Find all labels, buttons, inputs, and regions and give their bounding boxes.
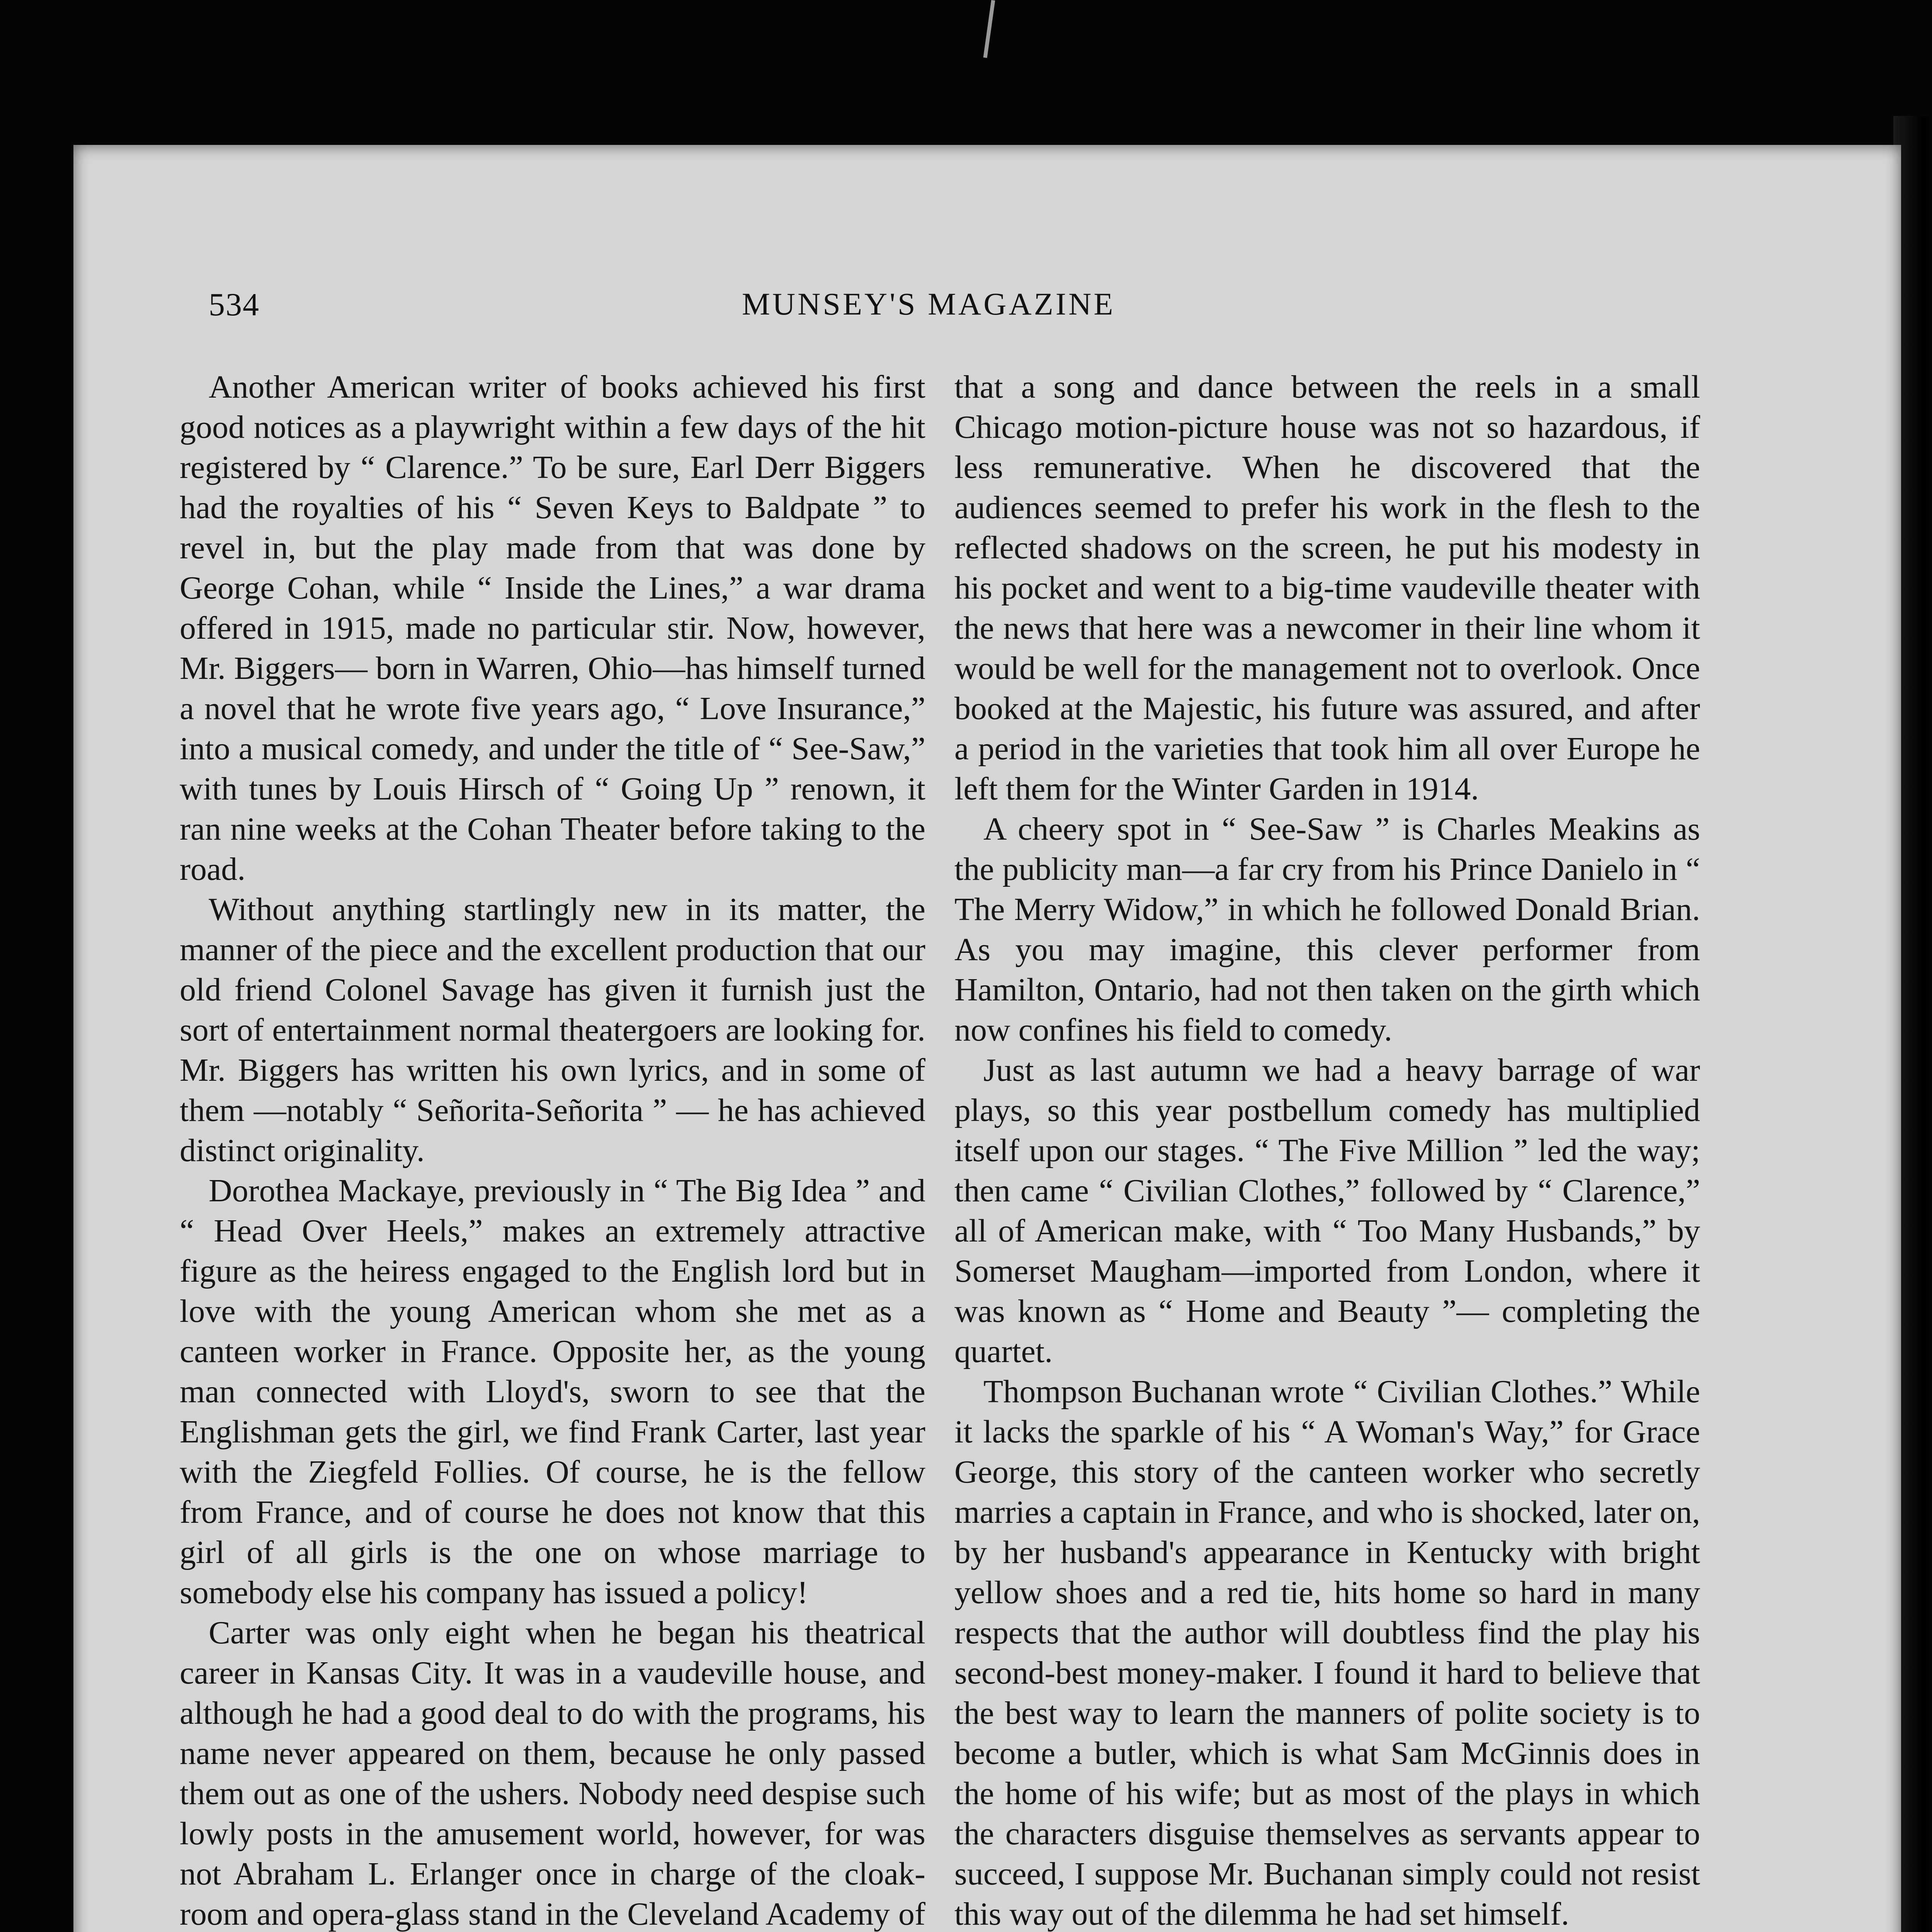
page-header — [209, 286, 1833, 332]
paragraph: A cheery spot in “ See-Saw ” is Charles Meakins as the publicity man—a far cry from his Prince Danielo in “ The Merry Widow,” in which he followed Donald Brian. As you may imagine, this clever performer from Hamilton, Ontario, had not then taken on the girth which now confines his field to comedy. — [954, 811, 1700, 1048]
paragraph: Carter was only eight when he began his theatrical career in Kansas City. It was in a vaudeville house, and although he had a good deal to do with the programs, his name never appeared on them, because he only passed them out as one of the ushers. Nobody need despise such lowly posts in the amusement world, however, for was not Abraham L. Erlanger once in charge of the cloak-room and opera-glass stand in the Cleveland Academy of — [180, 1615, 925, 1932]
paragraph: Without anything startlingly new in its matter, the manner of the piece and the excellent production that our old friend Colonel Savage has given it furnish just the sort of entertainment normal theatergoers are looking for. Mr. Biggers has written his own lyrics, and in some of them —notably “ Señorita-Señorita ” — he has achieved distinct originality. — [180, 891, 925, 1168]
paragraph: Another American writer of books achieved his first good notices as a playwright within a few days of the hit registered by “ Clarence.” To be sure, Earl Derr Biggers had the royalties of his “ Seven Keys to Baldpate ” to revel in, but the play made from that was done by George Cohan, while “ Inside the Lines,” a war drama offered in 1915, made no particular stir. Now, however, Mr. Biggers— born in Warren, Ohio—has himself turned a novel that he wrote five years ago, “ Love Insurance,” into a musical comedy, and under the title of “ See-Saw,” with tunes by Louis Hirsch of “ Going Up ” renown, it ran nine weeks at the Cohan Theater before taking to the road. — [180, 369, 925, 887]
film-scratch — [983, 0, 995, 58]
paragraph: that a song and dance between the reels in a small Chicago motion-picture house was not so hazardous, if less remunerative. When he discovered that the audiences seemed to prefer his work in the flesh to the reflected shadows on the screen, he put his modesty in his pocket and went to a big-time vaudeville theater with the news that here was a newcomer in their line whom it would be well for the management not to overlook. Once booked at the Majestic, his future was assured, and after a period in the varieties that took him all over Europe he left them for the Winter Garden in 1914. — [954, 369, 1700, 807]
page-number: 534 — [209, 287, 260, 323]
right-column — [954, 367, 1700, 1932]
paragraph: Thompson Buchanan wrote “ Civilian Clothes.” While it lacks the sparkle of his “ A Woman's Way,” for Grace George, this story of the canteen worker who secretly marries a captain in France, and who is shocked, later on, by her husband's appearance in Kentucky with bright yellow shoes and a red tie, hits home so hard in many respects that the author will doubtless find the play his second-best money-maker. I found it hard to believe that the best way to learn the manners of polite society is to become a butler, which is what Sam McGinnis does in the home of his wife; but as most of the plays in which the characters disguise themselves as servants appear to succeed, I suppose Mr. Buchanan simply could not resist this way out of the dilemma he had set himself. — [954, 1374, 1700, 1932]
paragraph: Dorothea Mackaye, previously in “ The Big Idea ” and “ Head Over Heels,” makes an extremely attractive figure as the heiress engaged to the English lord but in love with the young American whom she met as a canteen worker in France. Opposite her, as the young man connected with Lloyd's, sworn to see that the Englishman gets the girl, we find Frank Carter, last year with the Ziegfeld Follies. Of course, he is the fellow from France, and of course he does not know that this girl of all girls is the one on whose marriage to somebody else his company has issued a policy! — [180, 1173, 925, 1611]
running-title: MUNSEY'S MAGAZINE — [742, 286, 1116, 321]
paragraph: Just as last autumn we had a heavy barrage of war plays, so this year postbellum comedy has multiplied itself upon our stages. “ The Five Million ” led the way; then came “ Civilian Clothes,” followed by “ Clarence,” all of American make, with “ Too Many Husbands,” by Somerset Maugham—imported from London, where it was known as “ Home and Beauty ”— completing the quartet. — [954, 1052, 1700, 1369]
left-column — [180, 367, 925, 1932]
